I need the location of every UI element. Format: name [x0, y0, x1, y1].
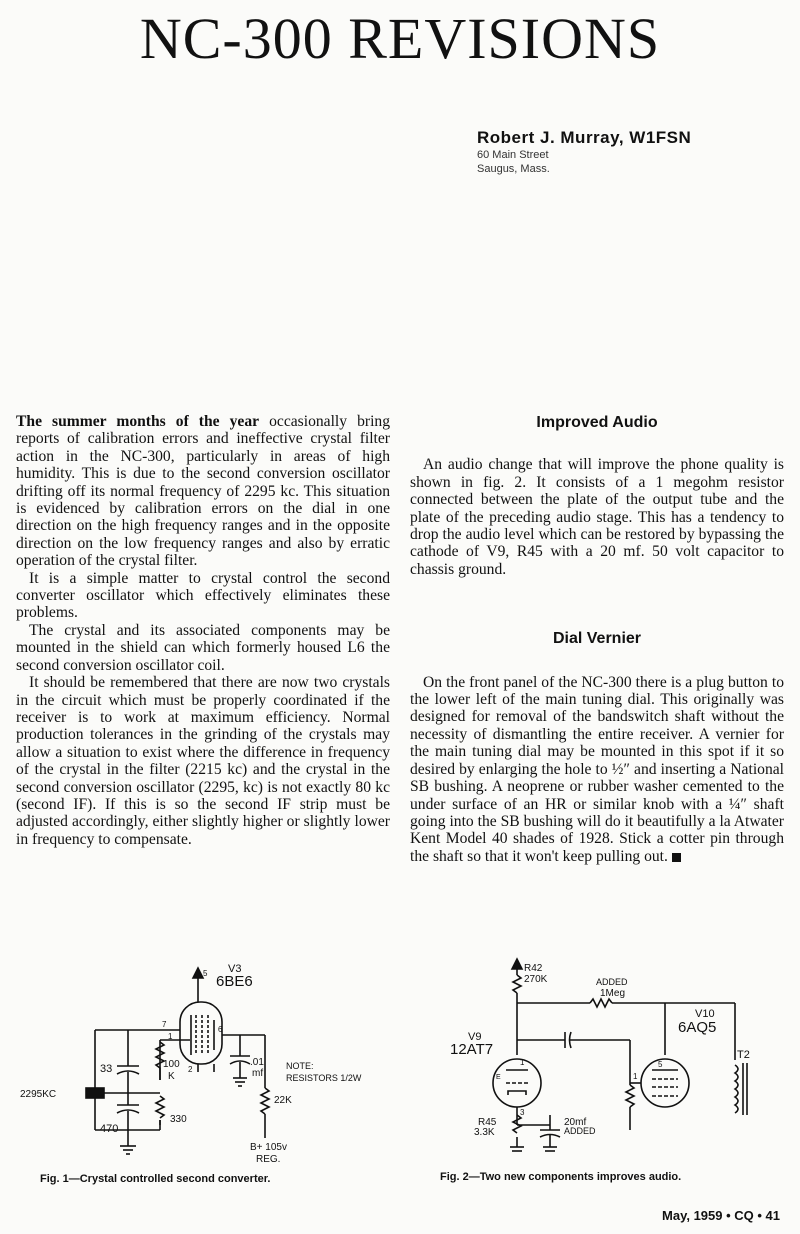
r45-label: R45 [478, 1117, 497, 1128]
r1-unit: K [168, 1071, 175, 1082]
added-label: ADDED [596, 977, 628, 987]
lead-in: The summer months of the year [16, 413, 260, 430]
v9-type: 12AT7 [450, 1041, 494, 1058]
paragraph [410, 674, 784, 865]
byline [477, 128, 777, 176]
r1-label: 100 [163, 1059, 180, 1070]
fig2-schematic [440, 955, 770, 1160]
paragraph: It should be remembered that there are now two crystals in the circuit which must be properly coordinated if the receiver is to work at maximum efficiency. Normal production tolerances in the grinding of the crystals may allow a situation to exist where the difference in frequency of the crystal in the filter (2215 kc) and the crystal in the second conversion oscillator (2295, kc) is not exactly 80 kc (second IF). If this is so the second IF strip must be adjusted accordingly, either slightly higher or slightly lower in frequency to compensate. [16, 674, 390, 848]
author-city: Saugus, Mass. [477, 163, 550, 175]
bplus-label: B+ 105v [250, 1142, 287, 1153]
c2-label: 470 [100, 1123, 119, 1135]
r45-value: 3.3K [474, 1127, 495, 1138]
cap-added-label: ADDED [564, 1126, 596, 1136]
tube-type-label: 6BE6 [216, 973, 253, 990]
v10-type: 6AQ5 [678, 1019, 717, 1036]
page-title: NC-300 REVISIONS [139, 6, 661, 71]
paragraph: It is a simple matter to crystal control the second converter oscillator which effectively eliminates these problems. [16, 569, 390, 622]
r2-label: 330 [170, 1114, 187, 1125]
r3-label: 22K [274, 1095, 292, 1106]
paragraph: An audio change that will improve the phone quality is shown in fig. 2. It consists of a 1 megohm resistor connected between the plate of the output tube and the plate of the preceding audio stage. This has a tendency to drop the audio level which can be restored by bypassing the cathode of V9, R45 with a 20 mf. 50 volt capacitor to chassis ground. [410, 456, 784, 578]
tube-envelope [180, 1002, 222, 1064]
pin-label: 2 [188, 1065, 193, 1074]
paragraph: The crystal and its associated components may be mounted in the shield can which formerly housed L6 the second conversion oscillator coil. [16, 621, 390, 674]
paragraph-text: On the front panel of the NC-300 there is a plug button to the lower left of the main tuning dial. This originally was designed for removal of the bandswitch shaft without the necessity of dismantling the entire receiver. A vernier for the main tuning dial may be mounted in this spot if it so desired by enlarging the hole to ½″ and inserting a National SB bushing. A neoprene or rubber washer cemented to the under surface of an HR or similar knob with a ¼″ shaft going into the SB bushing will do it beautifully a la Atwater Kent Model 40 shades of 1928. Stick a cotter pin through the shaft so that it won't keep pulling out. [410, 673, 784, 865]
c3-label: .01 [250, 1057, 264, 1068]
left-column [16, 413, 390, 848]
tube-ref-label: V3 [228, 963, 242, 975]
fig1-schematic [20, 960, 390, 1170]
section-heading: Dial Vernier [552, 630, 642, 648]
note-text: RESISTORS 1/2W [286, 1073, 362, 1083]
v10-label: V10 [695, 1008, 715, 1020]
crystal-label: 2295KC [20, 1089, 57, 1100]
pin-label: 3 [520, 1108, 525, 1117]
pin-label: 5 [203, 969, 208, 978]
fig1-caption: Fig. 1—Crystal controlled second converter. [40, 1173, 271, 1185]
paragraph [16, 413, 390, 570]
pin-label: 1 [520, 1058, 525, 1067]
fig2-caption: Fig. 2—Two new components improves audio. [440, 1171, 682, 1183]
r42-label: R42 [524, 963, 543, 974]
pin-label: 6 [218, 1025, 223, 1034]
c1-label: 33 [100, 1063, 113, 1075]
pin-label: 1 [633, 1072, 638, 1081]
r42-value: 270K [524, 974, 548, 985]
added-value: 1Meg [600, 988, 626, 999]
section-heading: Improved Audio [536, 414, 658, 431]
v9-label: V9 [468, 1031, 482, 1043]
author-name: Robert J. Murray, W1FSN [477, 128, 692, 147]
c3-unit: mf [252, 1068, 264, 1079]
note-label: NOTE: [286, 1061, 314, 1071]
cap-value: 20mf [564, 1117, 587, 1128]
author-street: 60 Main Street [477, 149, 549, 161]
pin-label: 1 [168, 1032, 173, 1041]
pin-label: 7 [162, 1020, 167, 1029]
pin-label: 5 [658, 1060, 663, 1069]
pin-label: E [496, 1074, 501, 1081]
end-mark [672, 853, 681, 862]
t2-label: T2 [737, 1049, 750, 1061]
right-column [410, 414, 784, 865]
paragraph-text: occasionally bring reports of calibration errors and ineffective crystal filter action in the NC-300, particularly in areas of high humidity. This is due to the second conversion oscillator drifting off its normal frequency of 2295 kc. This situation is evidenced by calibration errors on the dial in one direction on the high frequency ranges and in the opposite direction on the low frequency ranges and also by erratic operation of the crystal filter. [16, 413, 391, 570]
page-footer: May, 1959 • CQ • 41 [662, 1208, 780, 1223]
reg-label: REG. [256, 1154, 281, 1165]
